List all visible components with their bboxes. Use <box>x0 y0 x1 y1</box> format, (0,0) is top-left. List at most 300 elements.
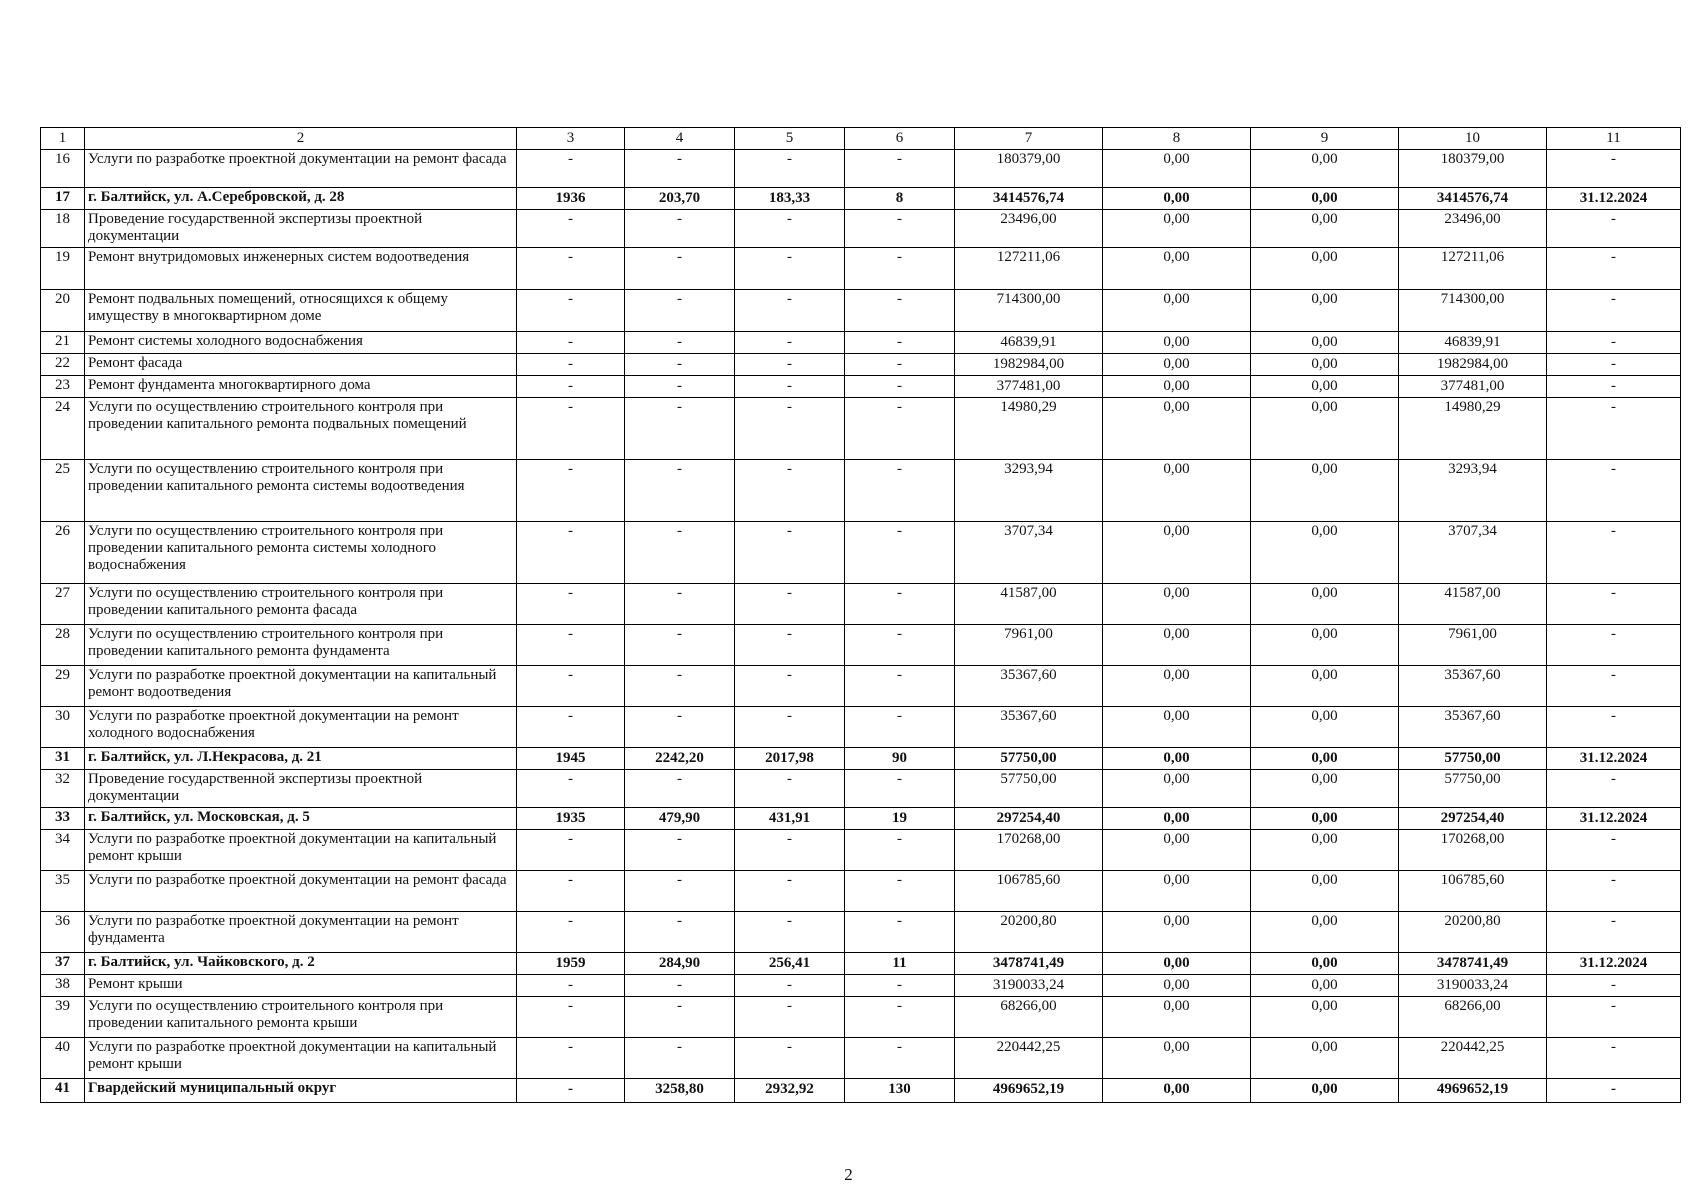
cell-budget-cost: 0,00 <box>1251 210 1399 248</box>
cell-total-area: - <box>625 871 735 912</box>
column-header: 3 <box>517 128 625 150</box>
cell-year: - <box>517 376 625 398</box>
cell-residents: - <box>845 830 955 871</box>
cell-year: 1945 <box>517 748 625 770</box>
column-header: 4 <box>625 128 735 150</box>
table-row <box>41 830 1681 871</box>
cell-residents: - <box>845 460 955 522</box>
cell-total-area: - <box>625 332 735 354</box>
cell-total-cost: 377481,00 <box>955 376 1103 398</box>
cell-residents: - <box>845 707 955 748</box>
cell-year: - <box>517 354 625 376</box>
row-description: Проведение государственной экспертизы проектной документации <box>85 210 517 248</box>
cell-deadline: - <box>1547 150 1681 188</box>
cell-residents: - <box>845 997 955 1038</box>
row-description: Ремонт внутридомовых инженерных систем водоотведения <box>85 248 517 290</box>
cell-residents: - <box>845 376 955 398</box>
cell-total-cost: 3478741,49 <box>955 953 1103 975</box>
cell-residents: - <box>845 1038 955 1079</box>
cell-total-cost: 127211,06 <box>955 248 1103 290</box>
cell-total-cost: 714300,00 <box>955 290 1103 332</box>
column-header: 7 <box>955 128 1103 150</box>
table-row <box>41 625 1681 666</box>
cell-living-area: - <box>735 1038 845 1079</box>
cell-year: - <box>517 210 625 248</box>
cell-total-cost: 3190033,24 <box>955 975 1103 997</box>
cell-owner-cost: 68266,00 <box>1399 997 1547 1038</box>
cell-deadline: 31.12.2024 <box>1547 748 1681 770</box>
row-number: 40 <box>41 1038 85 1079</box>
table-row <box>41 354 1681 376</box>
cell-living-area: - <box>735 871 845 912</box>
cell-owner-cost: 57750,00 <box>1399 748 1547 770</box>
row-number: 37 <box>41 953 85 975</box>
cell-total-area: 3258,80 <box>625 1079 735 1103</box>
cell-living-area: 2017,98 <box>735 748 845 770</box>
cell-living-area: 2932,92 <box>735 1079 845 1103</box>
cell-fund-cost: 0,00 <box>1103 584 1251 625</box>
table-row <box>41 666 1681 707</box>
row-description: Услуги по разработке проектной документации на ремонт фасада <box>85 871 517 912</box>
row-number: 33 <box>41 808 85 830</box>
cell-total-area: - <box>625 522 735 584</box>
cell-total-cost: 35367,60 <box>955 707 1103 748</box>
cell-residents: - <box>845 625 955 666</box>
row-description: Услуги по разработке проектной документации на ремонт фундамента <box>85 912 517 953</box>
cell-budget-cost: 0,00 <box>1251 1038 1399 1079</box>
row-number: 20 <box>41 290 85 332</box>
cell-year: 1936 <box>517 188 625 210</box>
table-row <box>41 522 1681 584</box>
cell-owner-cost: 377481,00 <box>1399 376 1547 398</box>
cell-owner-cost: 35367,60 <box>1399 707 1547 748</box>
cell-owner-cost: 41587,00 <box>1399 584 1547 625</box>
cell-budget-cost: 0,00 <box>1251 150 1399 188</box>
cell-residents: - <box>845 871 955 912</box>
cell-deadline: - <box>1547 871 1681 912</box>
cell-budget-cost: 0,00 <box>1251 354 1399 376</box>
row-number: 41 <box>41 1079 85 1103</box>
cell-fund-cost: 0,00 <box>1103 332 1251 354</box>
row-description: г. Балтийск, ул. А.Серебровской, д. 28 <box>85 188 517 210</box>
cell-deadline: - <box>1547 290 1681 332</box>
row-number: 29 <box>41 666 85 707</box>
cell-owner-cost: 3707,34 <box>1399 522 1547 584</box>
cell-living-area: - <box>735 625 845 666</box>
row-number: 34 <box>41 830 85 871</box>
cell-living-area: - <box>735 248 845 290</box>
cell-year: 1959 <box>517 953 625 975</box>
cell-year: - <box>517 522 625 584</box>
cell-budget-cost: 0,00 <box>1251 376 1399 398</box>
cell-living-area: - <box>735 332 845 354</box>
cell-total-area: - <box>625 398 735 460</box>
cell-total-area: 2242,20 <box>625 748 735 770</box>
row-description: Услуги по разработке проектной документации на ремонт фасада <box>85 150 517 188</box>
cell-total-area: - <box>625 975 735 997</box>
cell-living-area: - <box>735 150 845 188</box>
row-description: Гвардейский муниципальный округ <box>85 1079 517 1103</box>
cell-deadline: - <box>1547 830 1681 871</box>
table-row <box>41 975 1681 997</box>
cell-living-area: - <box>735 707 845 748</box>
cell-living-area: 183,33 <box>735 188 845 210</box>
row-number: 24 <box>41 398 85 460</box>
cell-total-cost: 20200,80 <box>955 912 1103 953</box>
cell-owner-cost: 57750,00 <box>1399 770 1547 808</box>
cell-total-cost: 180379,00 <box>955 150 1103 188</box>
cell-living-area: - <box>735 997 845 1038</box>
cell-year: - <box>517 997 625 1038</box>
address-row <box>41 1079 1681 1103</box>
cell-fund-cost: 0,00 <box>1103 188 1251 210</box>
cell-living-area: - <box>735 975 845 997</box>
row-description: Ремонт системы холодного водоснабжения <box>85 332 517 354</box>
cell-budget-cost: 0,00 <box>1251 460 1399 522</box>
column-header: 8 <box>1103 128 1251 150</box>
row-number: 21 <box>41 332 85 354</box>
cell-budget-cost: 0,00 <box>1251 1079 1399 1103</box>
row-number: 27 <box>41 584 85 625</box>
cell-deadline: - <box>1547 460 1681 522</box>
cell-budget-cost: 0,00 <box>1251 666 1399 707</box>
cell-year: - <box>517 666 625 707</box>
cell-budget-cost: 0,00 <box>1251 522 1399 584</box>
row-number: 36 <box>41 912 85 953</box>
cell-year: - <box>517 1038 625 1079</box>
cell-total-cost: 57750,00 <box>955 770 1103 808</box>
table-row <box>41 997 1681 1038</box>
row-number: 16 <box>41 150 85 188</box>
cell-budget-cost: 0,00 <box>1251 770 1399 808</box>
row-description: Услуги по осуществлению строительного контроля при проведении капитального ремонта подвальных помещений <box>85 398 517 460</box>
cell-total-area: - <box>625 997 735 1038</box>
cell-deadline: - <box>1547 522 1681 584</box>
column-header: 5 <box>735 128 845 150</box>
table-row <box>41 707 1681 748</box>
table-row <box>41 584 1681 625</box>
table-row <box>41 1038 1681 1079</box>
row-number: 22 <box>41 354 85 376</box>
cell-fund-cost: 0,00 <box>1103 830 1251 871</box>
cell-total-cost: 41587,00 <box>955 584 1103 625</box>
cell-owner-cost: 7961,00 <box>1399 625 1547 666</box>
cell-owner-cost: 3478741,49 <box>1399 953 1547 975</box>
cell-living-area: - <box>735 666 845 707</box>
row-number: 19 <box>41 248 85 290</box>
row-description: Услуги по разработке проектной документации на ремонт холодного водоснабжения <box>85 707 517 748</box>
cell-living-area: - <box>735 830 845 871</box>
table-row <box>41 290 1681 332</box>
cell-budget-cost: 0,00 <box>1251 332 1399 354</box>
cell-fund-cost: 0,00 <box>1103 1079 1251 1103</box>
cell-budget-cost: 0,00 <box>1251 584 1399 625</box>
row-number: 31 <box>41 748 85 770</box>
cell-deadline: - <box>1547 625 1681 666</box>
cell-year: - <box>517 770 625 808</box>
cell-deadline: - <box>1547 707 1681 748</box>
cell-deadline: - <box>1547 666 1681 707</box>
row-description: Услуги по осуществлению строительного контроля при проведении капитального ремонта фундамента <box>85 625 517 666</box>
cell-deadline: - <box>1547 584 1681 625</box>
cell-owner-cost: 127211,06 <box>1399 248 1547 290</box>
cell-deadline: - <box>1547 398 1681 460</box>
cell-total-area: - <box>625 770 735 808</box>
column-header: 6 <box>845 128 955 150</box>
cell-total-area: - <box>625 666 735 707</box>
cell-budget-cost: 0,00 <box>1251 975 1399 997</box>
cell-residents: - <box>845 912 955 953</box>
cell-fund-cost: 0,00 <box>1103 770 1251 808</box>
cell-deadline: - <box>1547 248 1681 290</box>
cell-deadline: - <box>1547 1038 1681 1079</box>
row-description: Услуги по осуществлению строительного контроля при проведении капитального ремонта крыши <box>85 997 517 1038</box>
cell-residents: - <box>845 332 955 354</box>
cell-deadline: 31.12.2024 <box>1547 953 1681 975</box>
cell-deadline: 31.12.2024 <box>1547 188 1681 210</box>
cell-living-area: - <box>735 522 845 584</box>
address-row <box>41 188 1681 210</box>
cell-total-cost: 46839,91 <box>955 332 1103 354</box>
cell-total-area: - <box>625 625 735 666</box>
cell-fund-cost: 0,00 <box>1103 210 1251 248</box>
cell-total-area: - <box>625 830 735 871</box>
cell-year: 1935 <box>517 808 625 830</box>
row-number: 26 <box>41 522 85 584</box>
cell-living-area: 256,41 <box>735 953 845 975</box>
cell-owner-cost: 23496,00 <box>1399 210 1547 248</box>
cell-total-cost: 57750,00 <box>955 748 1103 770</box>
cell-fund-cost: 0,00 <box>1103 808 1251 830</box>
row-description: Ремонт фундамента многоквартирного дома <box>85 376 517 398</box>
column-number-header-row <box>41 128 1681 150</box>
table-row <box>41 460 1681 522</box>
column-header: 10 <box>1399 128 1547 150</box>
cell-year: - <box>517 871 625 912</box>
cell-living-area: - <box>735 354 845 376</box>
cell-residents: - <box>845 210 955 248</box>
row-number: 28 <box>41 625 85 666</box>
cell-fund-cost: 0,00 <box>1103 871 1251 912</box>
cell-residents: - <box>845 398 955 460</box>
cell-total-area: - <box>625 248 735 290</box>
cell-year: - <box>517 398 625 460</box>
row-number: 30 <box>41 707 85 748</box>
cell-year: - <box>517 332 625 354</box>
cell-budget-cost: 0,00 <box>1251 748 1399 770</box>
table-row <box>41 248 1681 290</box>
column-header: 1 <box>41 128 85 150</box>
cell-owner-cost: 4969652,19 <box>1399 1079 1547 1103</box>
cell-budget-cost: 0,00 <box>1251 707 1399 748</box>
cell-budget-cost: 0,00 <box>1251 248 1399 290</box>
cell-budget-cost: 0,00 <box>1251 808 1399 830</box>
cell-total-cost: 23496,00 <box>955 210 1103 248</box>
cell-total-area: - <box>625 290 735 332</box>
row-number: 23 <box>41 376 85 398</box>
cell-living-area: 431,91 <box>735 808 845 830</box>
row-number: 38 <box>41 975 85 997</box>
cell-year: - <box>517 150 625 188</box>
row-description: Услуги по разработке проектной документации на капитальный ремонт крыши <box>85 830 517 871</box>
repair-program-table <box>40 127 1681 1103</box>
address-row <box>41 808 1681 830</box>
cell-total-cost: 297254,40 <box>955 808 1103 830</box>
column-header: 11 <box>1547 128 1681 150</box>
cell-fund-cost: 0,00 <box>1103 290 1251 332</box>
cell-total-area: - <box>625 1038 735 1079</box>
cell-total-cost: 3707,34 <box>955 522 1103 584</box>
cell-budget-cost: 0,00 <box>1251 290 1399 332</box>
cell-residents: - <box>845 354 955 376</box>
cell-owner-cost: 180379,00 <box>1399 150 1547 188</box>
cell-year: - <box>517 460 625 522</box>
row-description: Ремонт крыши <box>85 975 517 997</box>
cell-deadline: 31.12.2024 <box>1547 808 1681 830</box>
cell-total-cost: 4969652,19 <box>955 1079 1103 1103</box>
cell-year: - <box>517 707 625 748</box>
cell-fund-cost: 0,00 <box>1103 150 1251 188</box>
address-row <box>41 953 1681 975</box>
row-description: г. Балтийск, ул. Московская, д. 5 <box>85 808 517 830</box>
table-row <box>41 871 1681 912</box>
cell-total-cost: 220442,25 <box>955 1038 1103 1079</box>
cell-total-cost: 1982984,00 <box>955 354 1103 376</box>
cell-residents: - <box>845 770 955 808</box>
row-number: 17 <box>41 188 85 210</box>
table-row <box>41 770 1681 808</box>
cell-total-area: 479,90 <box>625 808 735 830</box>
cell-owner-cost: 170268,00 <box>1399 830 1547 871</box>
cell-fund-cost: 0,00 <box>1103 625 1251 666</box>
cell-living-area: - <box>735 376 845 398</box>
cell-budget-cost: 0,00 <box>1251 953 1399 975</box>
cell-fund-cost: 0,00 <box>1103 522 1251 584</box>
row-number: 25 <box>41 460 85 522</box>
cell-residents: 90 <box>845 748 955 770</box>
cell-total-cost: 14980,29 <box>955 398 1103 460</box>
cell-fund-cost: 0,00 <box>1103 666 1251 707</box>
cell-year: - <box>517 830 625 871</box>
row-description: Проведение государственной экспертизы проектной документации <box>85 770 517 808</box>
cell-budget-cost: 0,00 <box>1251 912 1399 953</box>
cell-residents: - <box>845 666 955 707</box>
cell-deadline: - <box>1547 770 1681 808</box>
cell-living-area: - <box>735 770 845 808</box>
cell-deadline: - <box>1547 1079 1681 1103</box>
page-number: 2 <box>844 1165 853 1184</box>
cell-owner-cost: 220442,25 <box>1399 1038 1547 1079</box>
row-description: Услуги по осуществлению строительного контроля при проведении капитального ремонта системы водоотведения <box>85 460 517 522</box>
row-description: Ремонт подвальных помещений, относящихся к общему имуществу в многоквартирном доме <box>85 290 517 332</box>
cell-year: - <box>517 1079 625 1103</box>
cell-total-cost: 68266,00 <box>955 997 1103 1038</box>
cell-deadline: - <box>1547 354 1681 376</box>
cell-total-area: - <box>625 210 735 248</box>
cell-budget-cost: 0,00 <box>1251 871 1399 912</box>
cell-living-area: - <box>735 210 845 248</box>
table-body <box>41 128 1681 1103</box>
cell-year: - <box>517 584 625 625</box>
cell-living-area: - <box>735 398 845 460</box>
cell-total-cost: 3414576,74 <box>955 188 1103 210</box>
cell-fund-cost: 0,00 <box>1103 248 1251 290</box>
cell-fund-cost: 0,00 <box>1103 997 1251 1038</box>
cell-fund-cost: 0,00 <box>1103 748 1251 770</box>
cell-owner-cost: 14980,29 <box>1399 398 1547 460</box>
row-number: 32 <box>41 770 85 808</box>
cell-fund-cost: 0,00 <box>1103 460 1251 522</box>
row-description: Ремонт фасада <box>85 354 517 376</box>
table-row <box>41 332 1681 354</box>
cell-owner-cost: 1982984,00 <box>1399 354 1547 376</box>
cell-owner-cost: 714300,00 <box>1399 290 1547 332</box>
cell-total-cost: 170268,00 <box>955 830 1103 871</box>
cell-total-area: - <box>625 707 735 748</box>
cell-deadline: - <box>1547 912 1681 953</box>
cell-owner-cost: 297254,40 <box>1399 808 1547 830</box>
cell-fund-cost: 0,00 <box>1103 376 1251 398</box>
cell-total-cost: 35367,60 <box>955 666 1103 707</box>
table-row <box>41 398 1681 460</box>
cell-owner-cost: 20200,80 <box>1399 912 1547 953</box>
cell-residents: - <box>845 584 955 625</box>
table-row <box>41 150 1681 188</box>
cell-total-area: - <box>625 460 735 522</box>
cell-total-cost: 106785,60 <box>955 871 1103 912</box>
cell-residents: 19 <box>845 808 955 830</box>
row-description: Услуги по разработке проектной документации на капитальный ремонт крыши <box>85 1038 517 1079</box>
row-description: г. Балтийск, ул. Чайковского, д. 2 <box>85 953 517 975</box>
cell-fund-cost: 0,00 <box>1103 912 1251 953</box>
row-description: г. Балтийск, ул. Л.Некрасова, д. 21 <box>85 748 517 770</box>
cell-fund-cost: 0,00 <box>1103 953 1251 975</box>
cell-owner-cost: 3414576,74 <box>1399 188 1547 210</box>
row-description: Услуги по осуществлению строительного контроля при проведении капитального ремонта фасада <box>85 584 517 625</box>
cell-budget-cost: 0,00 <box>1251 398 1399 460</box>
cell-residents: - <box>845 150 955 188</box>
row-description: Услуги по осуществлению строительного контроля при проведении капитального ремонта системы холодного водоснабжения <box>85 522 517 584</box>
cell-living-area: - <box>735 912 845 953</box>
cell-fund-cost: 0,00 <box>1103 975 1251 997</box>
cell-fund-cost: 0,00 <box>1103 354 1251 376</box>
cell-total-area: - <box>625 376 735 398</box>
cell-deadline: - <box>1547 975 1681 997</box>
cell-owner-cost: 3190033,24 <box>1399 975 1547 997</box>
cell-residents: 8 <box>845 188 955 210</box>
column-header: 9 <box>1251 128 1399 150</box>
cell-total-cost: 7961,00 <box>955 625 1103 666</box>
cell-residents: 130 <box>845 1079 955 1103</box>
cell-owner-cost: 106785,60 <box>1399 871 1547 912</box>
cell-year: - <box>517 248 625 290</box>
cell-residents: - <box>845 975 955 997</box>
cell-fund-cost: 0,00 <box>1103 398 1251 460</box>
cell-budget-cost: 0,00 <box>1251 188 1399 210</box>
cell-residents: 11 <box>845 953 955 975</box>
cell-living-area: - <box>735 460 845 522</box>
cell-budget-cost: 0,00 <box>1251 997 1399 1038</box>
cell-fund-cost: 0,00 <box>1103 707 1251 748</box>
cell-total-area: - <box>625 584 735 625</box>
cell-residents: - <box>845 522 955 584</box>
cell-total-area: 284,90 <box>625 953 735 975</box>
cell-fund-cost: 0,00 <box>1103 1038 1251 1079</box>
row-number: 18 <box>41 210 85 248</box>
cell-year: - <box>517 975 625 997</box>
cell-year: - <box>517 912 625 953</box>
cell-total-area: 203,70 <box>625 188 735 210</box>
